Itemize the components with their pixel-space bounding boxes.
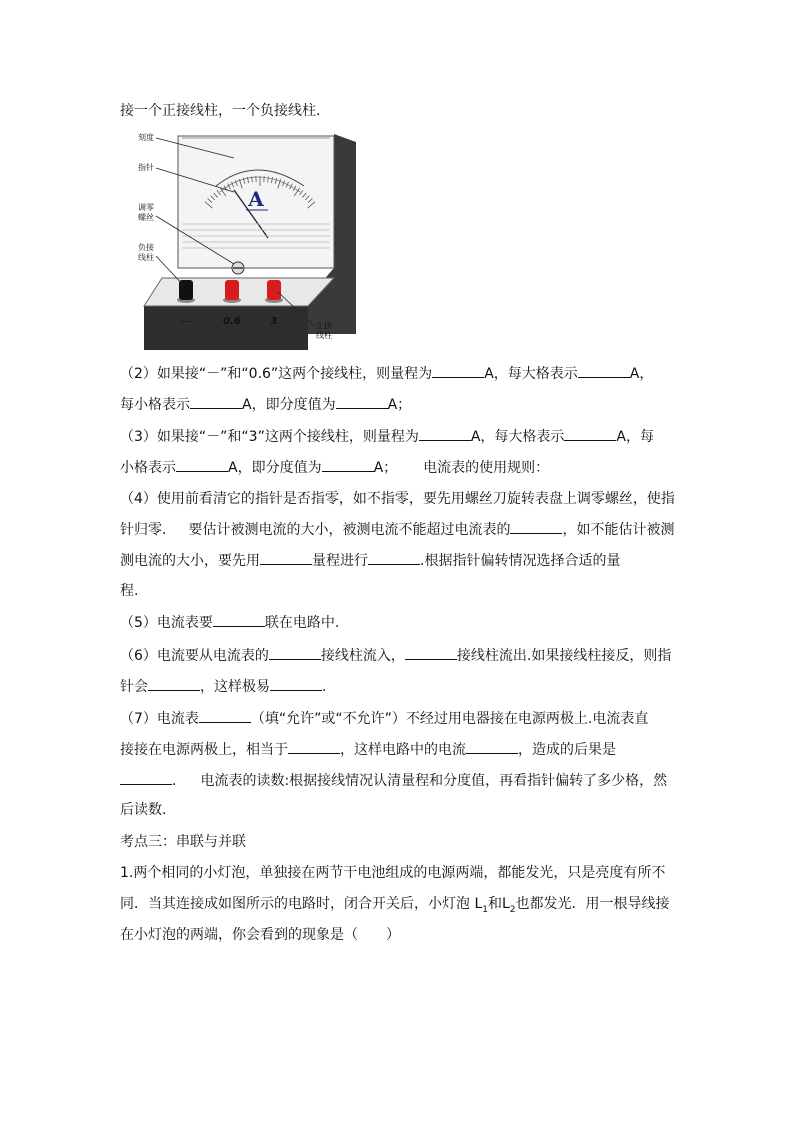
q3-text-d: 小格表示 (120, 460, 176, 476)
answer-blank[interactable] (269, 645, 321, 660)
q2-line2 (120, 394, 411, 415)
answer-blank[interactable] (368, 550, 420, 565)
q4-text-b: 要估计被测电流的大小，被测电流不能超过电流表的 (188, 522, 511, 538)
q7-text-a: （7）电流表 (120, 711, 199, 727)
q3-line2 (120, 457, 549, 478)
q3-text-c: A，每 (616, 429, 654, 445)
q4-text-c: ，如不能估计被测 (562, 522, 675, 538)
p1-text-b: 和L (487, 896, 510, 912)
q7-line3 (120, 770, 667, 791)
q4-line1: （4）使用前看清它的指针是否指零，如不指零，要先用螺丝刀旋转表盘上调零螺丝，使指 (120, 491, 675, 507)
q4-text-e: 量程进行 (312, 553, 368, 569)
q6-text-e: ，这样极易 (200, 679, 270, 695)
q3-text-a: （3）如果接“－”和“3”这两个接线柱，则量程为 (120, 429, 419, 445)
terminal-3 (265, 280, 283, 303)
q2-text-f: A； (387, 397, 412, 413)
q6-text-b: 接线柱流入， (320, 648, 405, 664)
q4-line4: 程. (120, 583, 139, 599)
answer-blank[interactable] (419, 426, 471, 441)
answer-blank[interactable] (578, 363, 630, 378)
answer-blank[interactable] (270, 676, 322, 691)
q6-text-d: 针会 (120, 679, 148, 695)
q7-line4: 后读数. (120, 802, 167, 818)
dial-letter: A (248, 187, 264, 211)
q4-text-d: 测电流的大小，要先用 (120, 553, 260, 569)
terminal-negative (177, 280, 195, 303)
q4-line3 (120, 550, 620, 571)
terminal-mark-neg: — (181, 316, 191, 327)
meter-base-front (144, 306, 308, 350)
q7-text-b: （填“允许”或“不允许”）不经过用电器接在电源两极上.电流表直 (250, 711, 649, 727)
q2-text-d: 每小格表示 (120, 397, 190, 413)
terminal-mark-06: 0.6 (223, 316, 241, 327)
answer-blank[interactable] (564, 426, 616, 441)
reading-rules-text: 电流表的读数:根据接线情况认清量程和分度值，再看指针偏转了多少格，然 (200, 773, 668, 789)
q7-text-e: ，造成的后果是 (518, 742, 616, 758)
answer-blank[interactable] (510, 519, 562, 534)
usage-rules-heading: 电流表的使用规则： (423, 460, 550, 476)
q5-text-b: 联在电路中. (264, 615, 340, 631)
q2-text-e: A，即分度值为 (242, 397, 336, 413)
q7-line2 (120, 739, 616, 760)
p1-line1: 1.两个相同的小灯泡，单独接在两节干电池组成的电源两端，都能发光，只是亮度有所不 (120, 865, 666, 881)
subscript-2: 2 (509, 904, 516, 915)
p1-line2 (120, 894, 670, 920)
q6-line1 (120, 645, 671, 666)
q6-text-f: . (322, 679, 327, 695)
answer-blank[interactable] (336, 394, 388, 409)
answer-blank[interactable] (466, 739, 518, 754)
answer-blank[interactable] (432, 363, 484, 378)
label-pointer: 指针 (138, 163, 154, 172)
label-zero-screw-1: 调零 (138, 203, 154, 212)
q4-text-f: .根据指针偏转情况选择合适的量 (420, 553, 621, 569)
q7-text-c: 接接在电源两极上，相当于 (120, 742, 288, 758)
q5-text-a: （5）电流表要 (120, 615, 213, 631)
answer-blank[interactable] (288, 739, 340, 754)
label-scale: 刻度 (138, 133, 154, 142)
q6-line2 (120, 676, 326, 697)
q4-line2 (120, 519, 674, 540)
q7-line1 (120, 708, 648, 729)
label-zero-screw-2: 螺丝 (138, 213, 154, 222)
subscript-1: 1 (482, 904, 488, 915)
q3-text-f: A； (373, 460, 398, 476)
answer-blank[interactable] (148, 676, 200, 691)
answer-blank[interactable] (260, 550, 312, 565)
q3-text-e: A，即分度值为 (228, 460, 322, 476)
q4-text-a: 针归零. (120, 522, 167, 538)
p1-text-c: 也都发光．用一根导线接 (515, 896, 670, 912)
q6-text-a: （6）电流要从电流表的 (120, 648, 269, 664)
answer-blank[interactable] (405, 645, 457, 660)
q7-text-d: ，这样电路中的电流 (340, 742, 466, 758)
answer-blank[interactable] (176, 457, 228, 472)
q2-text-c: A， (629, 366, 654, 382)
q7-text-f: . (172, 773, 177, 789)
terminal-mark-3: 3 (270, 316, 278, 327)
q3-text-b: A，每大格表示 (470, 429, 565, 445)
q2-line1 (120, 363, 653, 384)
p1-line3: 在小灯泡的两端，你会看到的现象是（ ） (120, 927, 400, 943)
intro-text: 接一个正接线柱，一个负接线柱. (120, 103, 321, 119)
answer-blank[interactable] (190, 394, 242, 409)
p1-text-a: 同．当其连接成如图所示的电路时，闭合开关后，小灯泡 L (120, 896, 483, 912)
q5-line (120, 612, 339, 633)
label-neg-terminal-1: 负接 (138, 243, 154, 252)
answer-blank[interactable] (120, 770, 172, 785)
answer-blank[interactable] (213, 612, 265, 627)
q2-text-a: （2）如果接“－”和“0.6”这两个接线柱，则量程为 (120, 366, 433, 382)
label-pos-terminal-2: 线柱 (316, 331, 332, 340)
terminal-0-6 (223, 280, 241, 303)
label-pos-terminal-1: 正接 (316, 321, 332, 330)
answer-blank[interactable] (199, 708, 251, 723)
section-heading: 考点三：串联与并联 (120, 834, 246, 850)
q6-text-c: 接线柱流出.如果接线柱接反，则指 (456, 648, 672, 664)
label-neg-terminal-2: 线柱 (138, 253, 154, 262)
q3-line1 (120, 426, 654, 447)
answer-blank[interactable] (322, 457, 374, 472)
ammeter-figure (138, 128, 356, 350)
q2-text-b: A，每大格表示 (484, 366, 578, 382)
